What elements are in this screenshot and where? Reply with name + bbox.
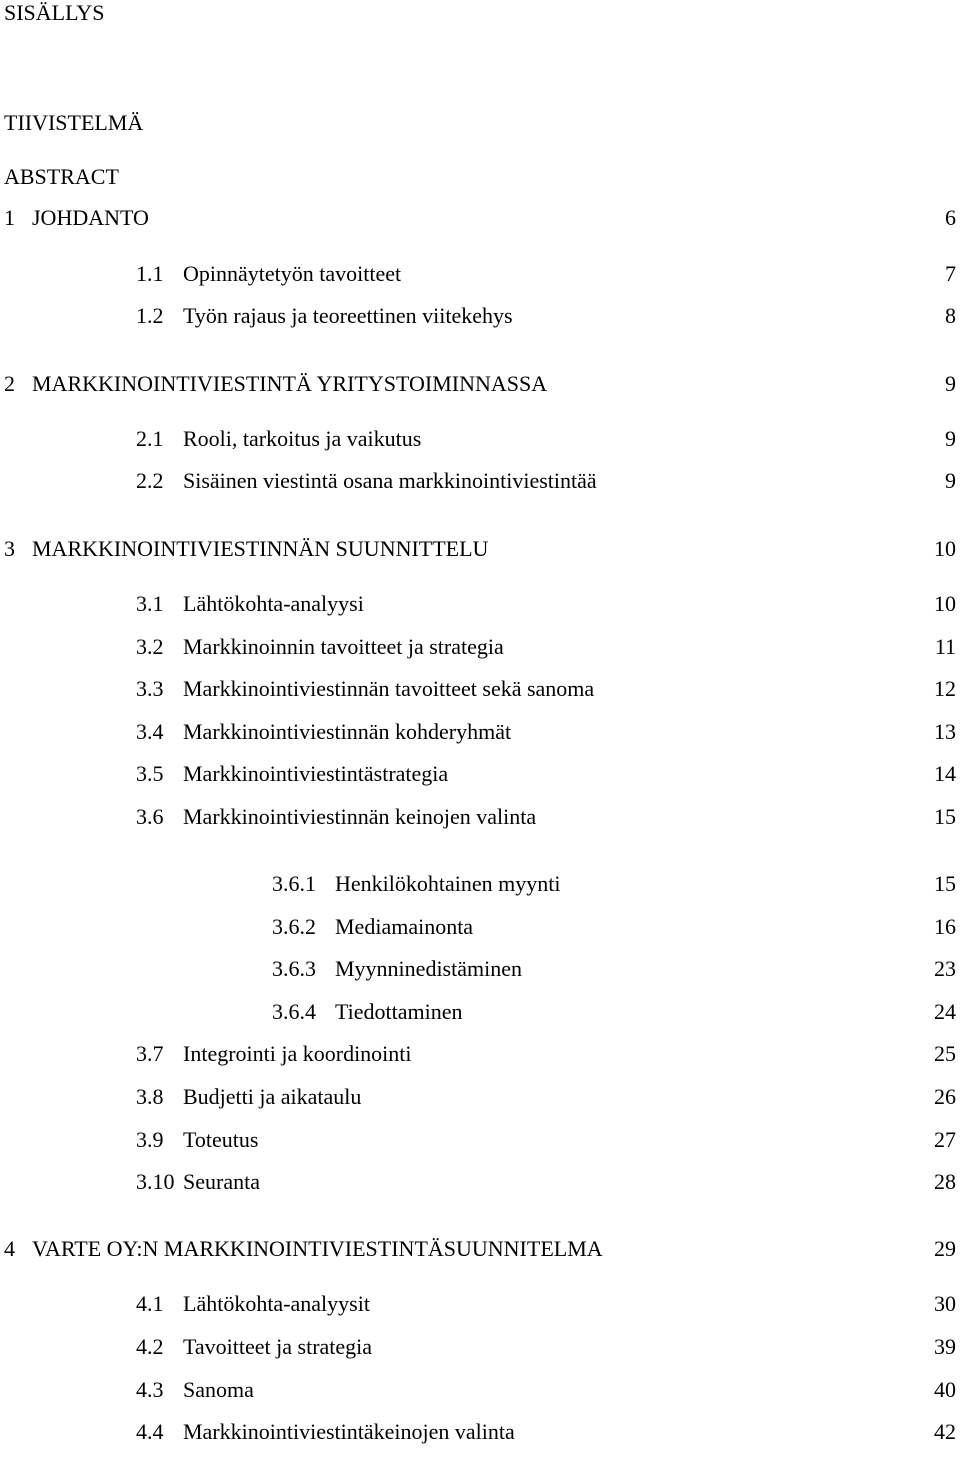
toc-entry: [0, 914, 960, 940]
toc-entry-title: Markkinoinnin tavoitteet ja strategia: [183, 634, 504, 659]
toc-entry-page: 26: [934, 1084, 956, 1109]
toc-entry-page: 16: [934, 914, 956, 939]
toc-entry-title: Markkinointiviestinnän kohderyhmät: [183, 719, 512, 744]
toc-entry-number: 4: [4, 1236, 15, 1261]
toc-entry-page: 27: [934, 1127, 956, 1152]
toc-entry-number: 3: [4, 536, 15, 561]
toc-entry-title: Sisäinen viestintä osana markkinointiviestintää: [183, 468, 597, 493]
toc-entry-number: 3.6.2: [272, 914, 316, 939]
toc-entry-number: 3.6: [136, 804, 164, 829]
toc-entry: [0, 1127, 960, 1153]
toc-entry-number: 3.6.4: [272, 999, 316, 1024]
toc-entry-page: 6: [945, 205, 956, 230]
toc-entry-title: Lähtökohta-analyysi: [183, 591, 364, 616]
toc-entry: [0, 426, 960, 452]
toc-entry: [0, 761, 960, 787]
toc-entry-title: Seuranta: [183, 1169, 260, 1194]
toc-entry-title: Rooli, tarkoitus ja vaikutus: [183, 426, 422, 451]
toc-entry: [0, 871, 960, 897]
toc-entry: [0, 1377, 960, 1403]
toc-entry-title: MARKKINOINTIVIESTINNÄN SUUNNITTELU: [32, 536, 489, 561]
toc-entry-number: 2.1: [136, 426, 164, 451]
toc-entry-number: 3.2: [136, 634, 164, 659]
toc-entry: [0, 719, 960, 745]
toc-entry-number: 4.2: [136, 1334, 164, 1359]
toc-entry: [0, 371, 960, 397]
toc-entry-page: 12: [934, 676, 956, 701]
toc-entry-title: MARKKINOINTIVIESTINTÄ YRITYSTOIMINNASSA: [32, 371, 548, 396]
toc-entry: [0, 634, 960, 660]
toc-entry: [0, 261, 960, 287]
toc-entry-page: 29: [934, 1236, 956, 1261]
toc-entry-title: Mediamainonta: [335, 914, 474, 939]
toc-entry-page: 9: [945, 371, 956, 396]
toc-entry: [0, 676, 960, 702]
toc-entry-number: 4.3: [136, 1377, 164, 1402]
toc-entry-page: 28: [934, 1169, 956, 1194]
toc-entry-title: Integrointi ja koordinointi: [183, 1041, 412, 1066]
toc-entry: [0, 303, 960, 329]
toc-entry-title: Tiedottaminen: [335, 999, 463, 1024]
toc-entry-number: 2: [4, 371, 15, 396]
toc-entry: [0, 1041, 960, 1067]
toc-entry-number: 1: [4, 205, 15, 230]
toc-entry-page: 8: [945, 303, 956, 328]
toc-entry-title: Tavoitteet ja strategia: [183, 1334, 373, 1359]
toc-entry-number: 4.1: [136, 1291, 164, 1316]
toc-entry: [0, 956, 960, 982]
toc-entry: [0, 1334, 960, 1360]
toc-entry-title: Opinnäytetyön tavoitteet: [183, 261, 402, 286]
toc-entry-number: 1.2: [136, 303, 164, 328]
toc-entry-number: 3.1: [136, 591, 164, 616]
toc-entry-number: 2.2: [136, 468, 164, 493]
toc-entry-page: 11: [934, 634, 956, 659]
toc-entry: [0, 804, 960, 830]
toc-entry-page: 40: [934, 1377, 956, 1402]
toc-entry-number: 3.6.1: [272, 871, 316, 896]
toc-entry-title: Sanoma: [183, 1377, 254, 1402]
toc-entry-page: 7: [945, 261, 956, 286]
toc-entry-title: Markkinointiviestintäkeinojen valinta: [183, 1419, 515, 1444]
toc-heading: SISÄLLYS: [4, 0, 105, 25]
toc-entry-title: Markkinointiviestinnän tavoitteet sekä sanoma: [183, 676, 595, 701]
toc-entry-number: 3.4: [136, 719, 164, 744]
toc-entry-page: 9: [945, 468, 956, 493]
toc-entry-number: 3.5: [136, 761, 164, 786]
toc-entry-number: 3.10: [136, 1169, 175, 1194]
toc-entry-page: 15: [934, 804, 956, 829]
toc-entry-number: 3.9: [136, 1127, 164, 1152]
toc-entry-number: 3.8: [136, 1084, 164, 1109]
toc-entry-title: Markkinointiviestinnän keinojen valinta: [183, 804, 537, 829]
toc-entry: [0, 205, 960, 231]
toc-entry-number: 3.3: [136, 676, 164, 701]
toc-entry: [0, 468, 960, 494]
toc-entry-title: Henkilökohtainen myynti: [335, 871, 561, 896]
toc-entry: [0, 1291, 960, 1317]
toc-entry-title: Lähtökohta-analyysit: [183, 1291, 370, 1316]
front-matter-item: TIIVISTELMÄ: [4, 110, 144, 135]
toc-entry-title: Markkinointiviestintästrategia: [183, 761, 449, 786]
toc-entry: [0, 1084, 960, 1110]
toc-entry: [0, 536, 960, 562]
toc-entry-page: 14: [934, 761, 956, 786]
toc-entry-number: 4.4: [136, 1419, 164, 1444]
toc-entry: [0, 591, 960, 617]
toc-entry-page: 23: [934, 956, 956, 981]
toc-entry-page: 15: [934, 871, 956, 896]
toc-entry-title: Toteutus: [183, 1127, 259, 1152]
toc-entry-page: 13: [934, 719, 956, 744]
toc-entry: [0, 999, 960, 1025]
toc-entry-page: 24: [934, 999, 956, 1024]
toc-entry-page: 25: [934, 1041, 956, 1066]
toc-entry-title: Työn rajaus ja teoreettinen viitekehys: [183, 303, 513, 328]
toc-entry-title: VARTE OY:N MARKKINOINTIVIESTINTÄSUUNNITELMA: [32, 1236, 603, 1261]
toc-entry-page: 10: [934, 536, 956, 561]
toc-entry: [0, 1419, 960, 1445]
toc-entry-number: 1.1: [136, 261, 164, 286]
toc-entry-page: 42: [934, 1419, 956, 1444]
toc-entry-page: 9: [945, 426, 956, 451]
toc-entry-page: 10: [934, 591, 956, 616]
toc-entry: [0, 1236, 960, 1262]
toc-entry-title: Budjetti ja aikataulu: [183, 1084, 362, 1109]
front-matter-item: ABSTRACT: [4, 164, 119, 189]
toc-entry-number: 3.6.3: [272, 956, 316, 981]
toc-entry: [0, 1169, 960, 1195]
toc-entry-title: JOHDANTO: [32, 205, 149, 230]
toc-entry-page: 30: [934, 1291, 956, 1316]
toc-entry-page: 39: [934, 1334, 956, 1359]
toc-entry-title: Myynninedistäminen: [335, 956, 522, 981]
toc-entry-number: 3.7: [136, 1041, 164, 1066]
